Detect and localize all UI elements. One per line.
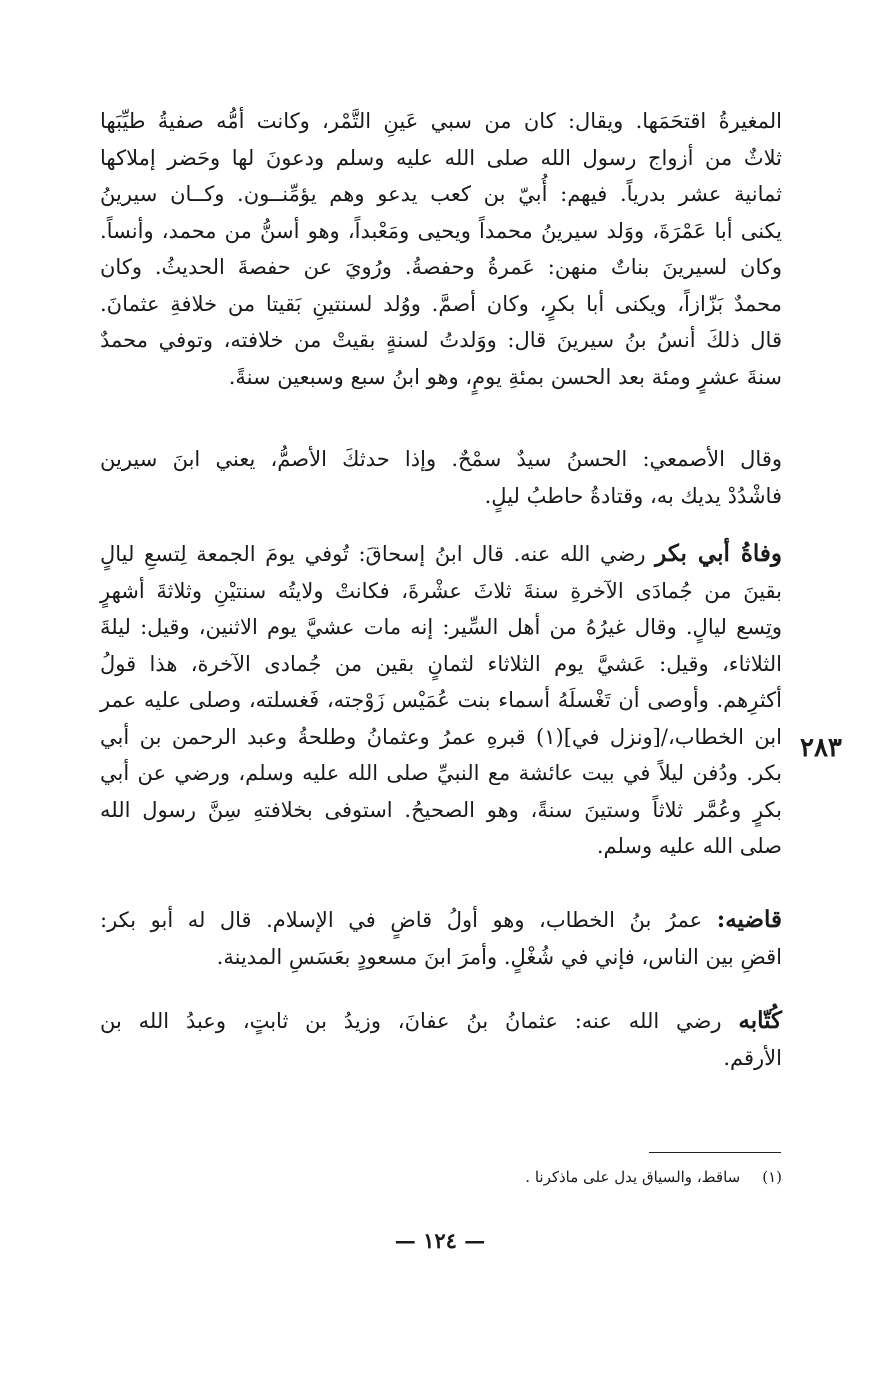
- text-line: وقال الأصمعي: الحسنُ سيدٌ سمْحٌ. وإذا حدثكَ الأصمُّ، يعني ابنَ سيرين: [100, 447, 782, 471]
- paragraph-abu-bakr-death: [100, 536, 782, 865]
- text-line: بكر. ودُفن ليلاً في بيت عائشة مع النبيِّ صلى الله عليه وسلم، ورضي عن أبي: [100, 761, 782, 785]
- paragraph-asmai: [100, 441, 782, 514]
- text-line: بقينَ من جُمادَى الآخرةِ سنةَ ثلاثَ عشْرةَ، فكانتْ ولايتُه سنتيْنِ وثلاثةَ أشهرٍ: [100, 578, 782, 603]
- text-line: ابن الخطاب،/[ونزل في](١) قبرهِ عمرُ وعثمانُ وطلحةُ وعبد الرحمن بن أبي: [100, 724, 782, 749]
- paragraph-scribes: [100, 1003, 782, 1076]
- text-line: اقضِ بين الناس، فإني في شُغْلٍ. وأمرَ ابنَ مسعودٍ بعَسَسِ المدينة.: [216, 944, 782, 969]
- text-line: ثلاثٌ من أزواج رسول الله صلى الله عليه وسلم ودعونَ لها وحَضر إملاكها: [100, 145, 782, 170]
- text-line: ثمانية عشر بدرياً. فيهم: أُبيّ بن كعب يدعو وهم يؤمِّنــون. وكــان سيرينُ: [100, 182, 782, 206]
- text-line: سنةَ عشرٍ ومئة بعد الحسن بمئةِ يومٍ، وهو ابنُ سبع وسبعين سنةً.: [228, 364, 782, 389]
- text-line: محمدٌ بَزّازاً، ويكنى أبا بكرٍ، وكان أصمَّ. ووُلد لسنتينِ بَقيتا من خلافةِ عثمانَ.: [100, 291, 782, 316]
- text-line: [100, 536, 782, 573]
- text-line: يكنى أبا عَمْرَةَ، ووَلد سيرينُ محمداً ويحيى ومَعْبداً، وهو أسنُّ من محمد، وأنساً.: [100, 218, 782, 243]
- text-run: عمرُ بنُ الخطاب، وهو أولُ قاضٍ في الإسلام. قال له أبو بكر:: [100, 908, 717, 932]
- text-line: وكان لسيرينَ بناتٌ منهن: عَمرةُ وحفصةُ. ورُويَ عن حفصةَ الحديثُ. وكان: [100, 255, 782, 279]
- text-line: فاشْدُدْ يديك به، وقتادةُ حاطبُ ليلٍ.: [484, 483, 782, 508]
- text-run: رضي الله عنه: عثمانُ بنُ عفانَ، وزيدُ بن ثابتٍ، وعبدُ الله بن: [100, 1009, 739, 1033]
- text-line: الثلاثاء، وقيل: عَشيَّ يوم الثلاثاء لثمانٍ بقين من جُمادى الآخرة، هذا قولُ: [100, 651, 782, 676]
- footnote-divider: [649, 1152, 781, 1153]
- text-run: رضي الله عنه. قال ابنُ إسحاقَ: تُوفي يومَ الجمعة لِتسعِ ليالٍ: [100, 542, 656, 566]
- margin-page-reference: ٢٨٣: [800, 733, 842, 763]
- text-line: بكرٍ وعُمَّر ثلاثاً وستينَ سنةً، وهو الصحيحُ. استوفى بخلافتهِ سِنَّ رسول الله: [100, 797, 782, 822]
- text-line: أكثرِهم. وأوصى أن تَغْسلَهُ أسماء بنت عُمَيْس زَوْجته، فَغسلته، وصلى عليه عمر: [100, 688, 782, 712]
- section-heading: قاضيه:: [716, 906, 782, 933]
- page-number: — ١٢٤ —: [394, 1228, 486, 1253]
- text-line: [100, 902, 782, 939]
- footnote: [440, 1165, 782, 1189]
- section-heading: كُتّابه: [738, 1007, 782, 1034]
- footnote-text: ساقط، والسياق يدل على ماذكرنا .: [525, 1168, 741, 1186]
- paragraph-sirin-family: [100, 103, 782, 395]
- text-line: صلى الله عليه وسلم.: [596, 834, 782, 858]
- paragraph-judge: [100, 902, 782, 975]
- text-line: قال ذلكَ أنسُ بنُ سيرينَ قال: ووَلدتُ لسنةٍ بقيتْ من خلافته، وتوفي محمدٌ: [100, 328, 782, 352]
- text-line: وتِسع ليالٍ. وقال غيرُهُ من أهل السِّير: إنه مات عشيَّ يوم الاثنين، وقيل: ليلةَ: [100, 615, 782, 639]
- footnote-marker: (١): [762, 1168, 782, 1186]
- text-line: [100, 1003, 782, 1040]
- text-line: الأرقم.: [723, 1045, 782, 1070]
- text-line: المغيرةُ اقتحَمَها. ويقال: كان من سبي عَينِ التَّمْر، وكانت أمُّه صفيةُ طيِّبَها: [100, 109, 782, 133]
- section-heading: وفاةُ أبي بكر: [655, 540, 782, 567]
